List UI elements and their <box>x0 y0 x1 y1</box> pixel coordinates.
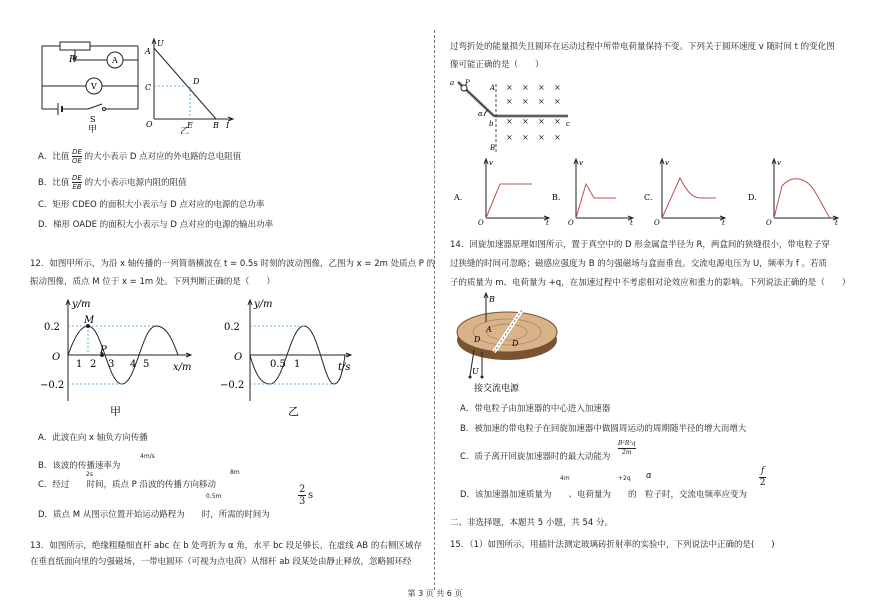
q12-tick-02-jia: 0.2 <box>44 322 60 333</box>
q12-option-b: B．该波的传播速率为 <box>38 461 121 471</box>
q12-option-d: D．质点 M 从图示位置开始运动路程为 时，所需的时间为 <box>38 510 270 520</box>
field-cross: × <box>554 97 561 106</box>
q12-x3: 3 <box>108 359 115 370</box>
field-cross: × <box>554 133 561 142</box>
q12-x1: 1 <box>76 359 83 370</box>
q14-option-c-fraction: B²R²q 2m <box>618 440 636 456</box>
q13-stem-line2: 在垂直纸面向里的匀强磁场，一带电圆环（可视为点电荷）从细杆 ab 段某处由静止释放，忽略圆环经 <box>30 557 412 567</box>
caption-jia: 甲 <box>88 125 98 134</box>
q13-label-A: A <box>490 84 496 92</box>
label-ammeter: A <box>112 56 118 65</box>
q13-label-c: c <box>566 120 570 128</box>
q11-option-a: A．比值 $\frac{DE}{OE}$ 的大小表示 D 点对应的外电路的总电阻值 <box>38 148 242 165</box>
q14-option-c: C．质子离开回旋加速器时的最大动能为 <box>460 452 611 462</box>
q12-tick-m02-jia: −0.2 <box>40 380 65 391</box>
q12-option-d-fraction: 2 3 <box>299 484 306 507</box>
q14-label-D1: D <box>474 335 481 344</box>
q11-option-d: D．梯形 OADE 的面积大小表示与 D 点对应的电源的输出功率 <box>38 220 274 230</box>
option-d-label: D. <box>748 193 757 202</box>
q11-option-b: B．比值 $\frac{DE}{EB}$ 的大小表示电源内阻的阻值 <box>38 174 187 191</box>
field-cross: × <box>538 133 545 142</box>
field-cross: × <box>506 83 513 92</box>
axis-t: t <box>630 219 633 226</box>
q12-tick-0-jia: O <box>52 352 61 363</box>
q14-stem-line3: 子的质量为 m、电荷量为 +q，在加速过程中不考虑相对论效应和重力的影响。下列说法正确的是（ ） <box>450 278 851 288</box>
vt-graph-d <box>748 159 838 226</box>
q14-option-d-fraction: f 2 <box>759 466 766 488</box>
q12-t1: 1 <box>294 359 301 370</box>
vt-graph-b <box>552 159 633 226</box>
q13-cont-line1: 过弯折处的能量损失且圆环在运动过程中所带电荷量保持不变。下列关于圆环速度 v 随时间 t 的变化图 <box>450 42 835 52</box>
q12-y-label-yi: y/m <box>254 299 273 310</box>
label-D: D <box>193 77 200 86</box>
field-cross: × <box>506 133 513 142</box>
q14-option-d: D．该加速器加速质量为 、电荷量为 的 粒子时，交流电频率应变为 <box>460 490 748 500</box>
q12-point-P: P <box>100 345 107 356</box>
q12-option-d-unit: s <box>308 490 314 501</box>
section-2-heading: 二、非选择题，本题共 5 小题，共 54 分。 <box>450 518 614 528</box>
axis-v: v <box>777 159 781 167</box>
q12-option-c: C．经过 时间，质点 P 沿波的传播方向移动 <box>38 480 216 490</box>
axis-v: v <box>489 159 493 167</box>
axis-t: t <box>835 219 838 226</box>
field-cross: × <box>538 83 545 92</box>
q13-stem-line1: 13．如图所示，绝缘粗糙细直杆 abc 在 b 处弯折为 α 角，水平 bc 段足够长，在虚线 AB 的右侧区域存 <box>30 541 422 551</box>
q14-cyclotron-figure <box>452 292 562 394</box>
q14-stem-line2: 过狭缝的时间可忽略；磁感应强度为 B 的匀强磁场与盒面垂直。交流电源电压为 U，频率为 f 。若质 <box>450 259 828 269</box>
q12-tick-02-yi: 0.2 <box>224 322 240 333</box>
option-a-label: A. <box>454 193 463 202</box>
magnetic-field-crosses <box>506 83 561 142</box>
column-divider <box>434 30 435 590</box>
caption-yi: 乙 <box>180 127 190 134</box>
axis-o: O <box>478 219 484 226</box>
label-B: B <box>213 121 219 130</box>
q12-figure <box>40 293 370 418</box>
field-cross: × <box>538 117 545 126</box>
page-footer: 第 3 页 共 6 页 <box>407 589 463 598</box>
label-R: R <box>69 55 76 65</box>
axis-o: O <box>654 219 660 226</box>
q12-t-label: t/s <box>338 362 351 373</box>
q12-option-b-val: 4m/s <box>140 453 155 460</box>
field-cross: × <box>522 117 529 126</box>
q14-label-U: U <box>472 367 479 376</box>
field-cross: × <box>506 117 513 126</box>
field-cross: × <box>522 83 529 92</box>
field-cross: × <box>554 83 561 92</box>
q12-stem-line1: 12．如图甲所示，为沿 x 轴传播的一列简谐横波在 t = 0.5s 时刻的波动图像，乙图为 x = 2m 处质点 P 的 <box>30 259 436 269</box>
q13-vt-graphs <box>452 156 852 226</box>
label-U: U <box>157 39 164 48</box>
q14-caption: 接交流电源 <box>474 384 520 394</box>
q13-label-a: a <box>450 79 455 87</box>
axis-t: t <box>722 219 725 226</box>
field-cross: × <box>554 117 561 126</box>
field-cross: × <box>522 97 529 106</box>
q14-label-B: B <box>489 295 495 304</box>
q15-stem: 15．（1）如图所示，用插针法测定玻璃砖折射率的实验中，下列说法中正确的是( ) <box>450 540 775 550</box>
option-b-label: B. <box>552 193 561 202</box>
option-c-label: C. <box>644 193 653 202</box>
q12-tick-m02-yi: −0.2 <box>220 380 245 391</box>
q12-caption-yi: 乙 <box>288 405 299 418</box>
label-E: E <box>187 121 193 130</box>
label-switch: S <box>90 115 96 124</box>
q12-tick-0-yi: O <box>234 352 243 363</box>
q12-option-c-05m: 0.5m <box>206 493 222 500</box>
q14-option-d-2q: +2q <box>618 475 631 482</box>
q12-stem-line2: 振动图像，质点 M 位于 x = 1m 处。下列判断正确的是（ ） <box>30 277 275 287</box>
q11-figure <box>30 34 245 134</box>
q12-t05: 0.5 <box>270 359 286 370</box>
q11-option-c: C．矩形 CDEO 的面积大小表示与 D 点对应的电源的总功率 <box>38 200 265 210</box>
q14-option-d-alpha: α <box>646 471 652 481</box>
q12-y-label-jia: y/m <box>72 299 91 310</box>
field-cross: × <box>538 97 545 106</box>
label-C: C <box>145 83 152 92</box>
q13-label-P: P <box>465 79 470 87</box>
q13-cont-line2: 像可能正确的是（ ） <box>450 60 544 70</box>
q12-x5: 5 <box>143 359 150 370</box>
label-A: A <box>145 47 151 56</box>
q12-x4: 4 <box>130 359 137 370</box>
vt-graph-c <box>644 159 725 226</box>
q14-option-d-4m: 4m <box>560 475 570 482</box>
q13-label-b: b <box>489 120 494 128</box>
q13-figure <box>448 76 588 156</box>
q12-option-c-t: 2s <box>86 471 93 478</box>
q12-x2: 2 <box>90 359 97 370</box>
field-cross: × <box>506 97 513 106</box>
q12-option-a: A．此波在向 x 轴负方向传播 <box>38 433 148 443</box>
axis-v: v <box>579 159 583 167</box>
q12-point-M: M <box>84 315 95 326</box>
axis-v: v <box>665 159 669 167</box>
q14-option-a: A．带电粒子由加速器的中心进入加速器 <box>460 404 611 414</box>
q14-option-b: B．被加速的带电粒子在回旋加速器中做圆周运动的周期随半径的增大而增大 <box>460 424 747 434</box>
label-voltmeter: V <box>91 82 97 91</box>
q13-label-B: B <box>490 144 496 152</box>
axis-t: t <box>546 219 549 226</box>
label-O: O <box>146 120 153 129</box>
q13-label-alpha: α <box>478 110 483 118</box>
q12-option-c-8m: 8m <box>230 469 240 476</box>
q14-label-D2: D <box>512 339 519 348</box>
label-I: I <box>226 121 230 130</box>
axis-o: O <box>568 219 574 226</box>
field-cross: × <box>522 133 529 142</box>
q12-x-label: x/m <box>173 362 192 373</box>
q12-caption-jia: 甲 <box>110 405 121 418</box>
vt-graph-a <box>453 159 549 226</box>
axis-o: O <box>766 219 772 226</box>
q14-stem-line1: 14．回旋加速器原理如图所示，置于真空中的 D 形金属盒半径为 R，两盒间的狭缝很小，带电粒子穿 <box>450 240 830 250</box>
q14-label-A: A <box>486 325 492 334</box>
